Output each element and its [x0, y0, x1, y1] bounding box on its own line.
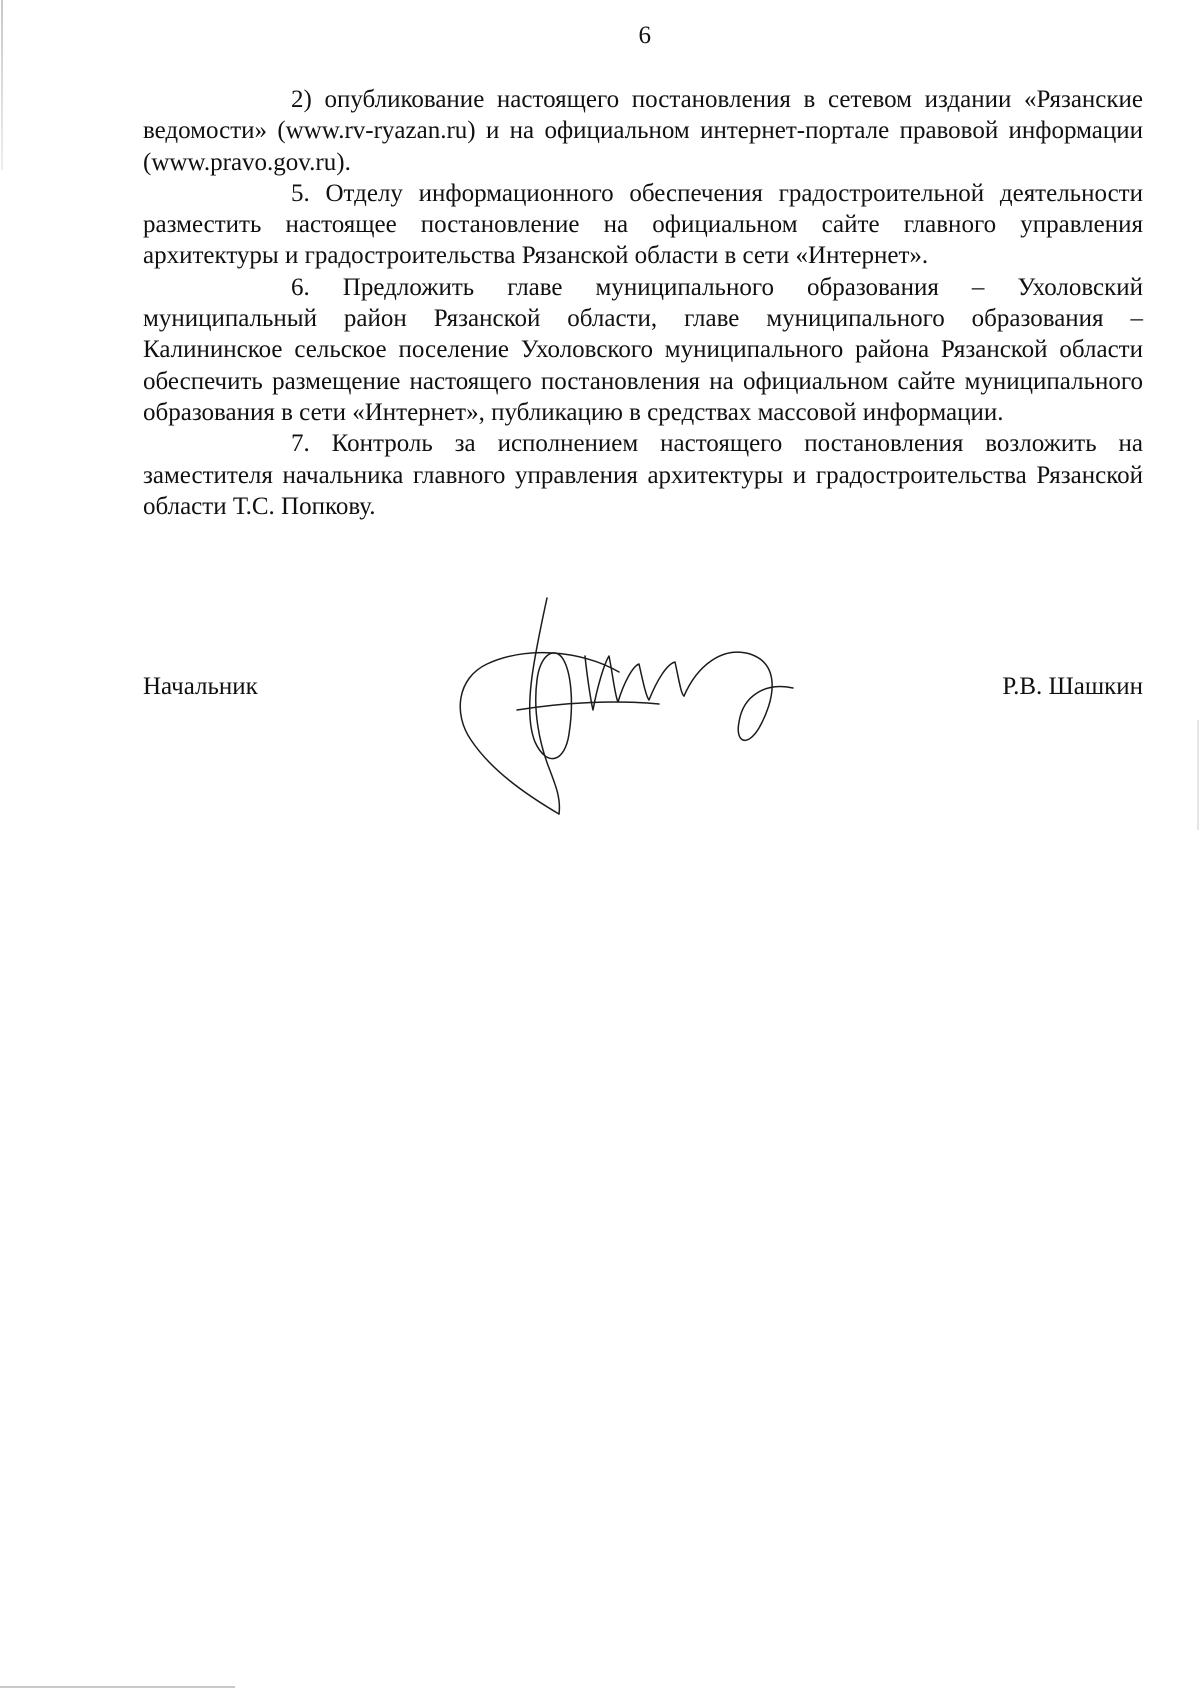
paragraph-item-6 — [143, 272, 1143, 428]
document-body — [143, 84, 1143, 522]
scan-edge-mark-right — [1197, 720, 1199, 830]
signature-tail-stroke — [684, 652, 793, 740]
paragraph-text: Предложить главе муниципального образования – Ухоловский муниципальный район Рязанской области, главе муниципального образования – Калининское сельское поселение Ухоловского муниципального района Рязанской области обеспечить размещение настоящего постановления на официальном сайте муниципального образования в сети «Интернет», публикацию в средствах массовой информации. — [143, 273, 1144, 426]
signature-cross-stroke — [517, 702, 659, 710]
scan-edge-mark-bottom — [0, 1686, 235, 1688]
paragraph-text: опубликование настоящего постановления в сетевом издании «Рязанские ведомости» (www.rv-ryazan.ru) и на официальном интернет-портале правовой информации (www.pravo.gov.ru). — [143, 86, 1144, 176]
position-title: Начальник — [143, 673, 258, 700]
paragraph-number: 2) — [291, 86, 312, 113]
paragraph-text: Контроль за исполнением настоящего постановления возложить на заместителя начальника главного управления архитектуры и градостроительства Рязанской области Т.С. Попкову. — [143, 430, 1143, 520]
paragraph-text: Отделу информационного обеспечения градостроительной деятельности разместить настоящее постановление на официальном сайте главного управления архитектуры и градостроительства Рязанской области в сети «Интернет». — [143, 179, 1143, 270]
paragraph-number: 7. — [291, 430, 310, 458]
paragraph-item-7 — [143, 428, 1143, 522]
page-number: 6 — [638, 22, 652, 49]
paragraph-number: 6. — [291, 273, 310, 301]
paragraph-item-2 — [143, 84, 1143, 178]
paragraph-item-5 — [143, 178, 1143, 272]
paragraph-number: 5. — [291, 179, 310, 207]
handwritten-signature — [447, 592, 827, 822]
signatory-name: Р.В. Шашкин — [1002, 673, 1143, 700]
